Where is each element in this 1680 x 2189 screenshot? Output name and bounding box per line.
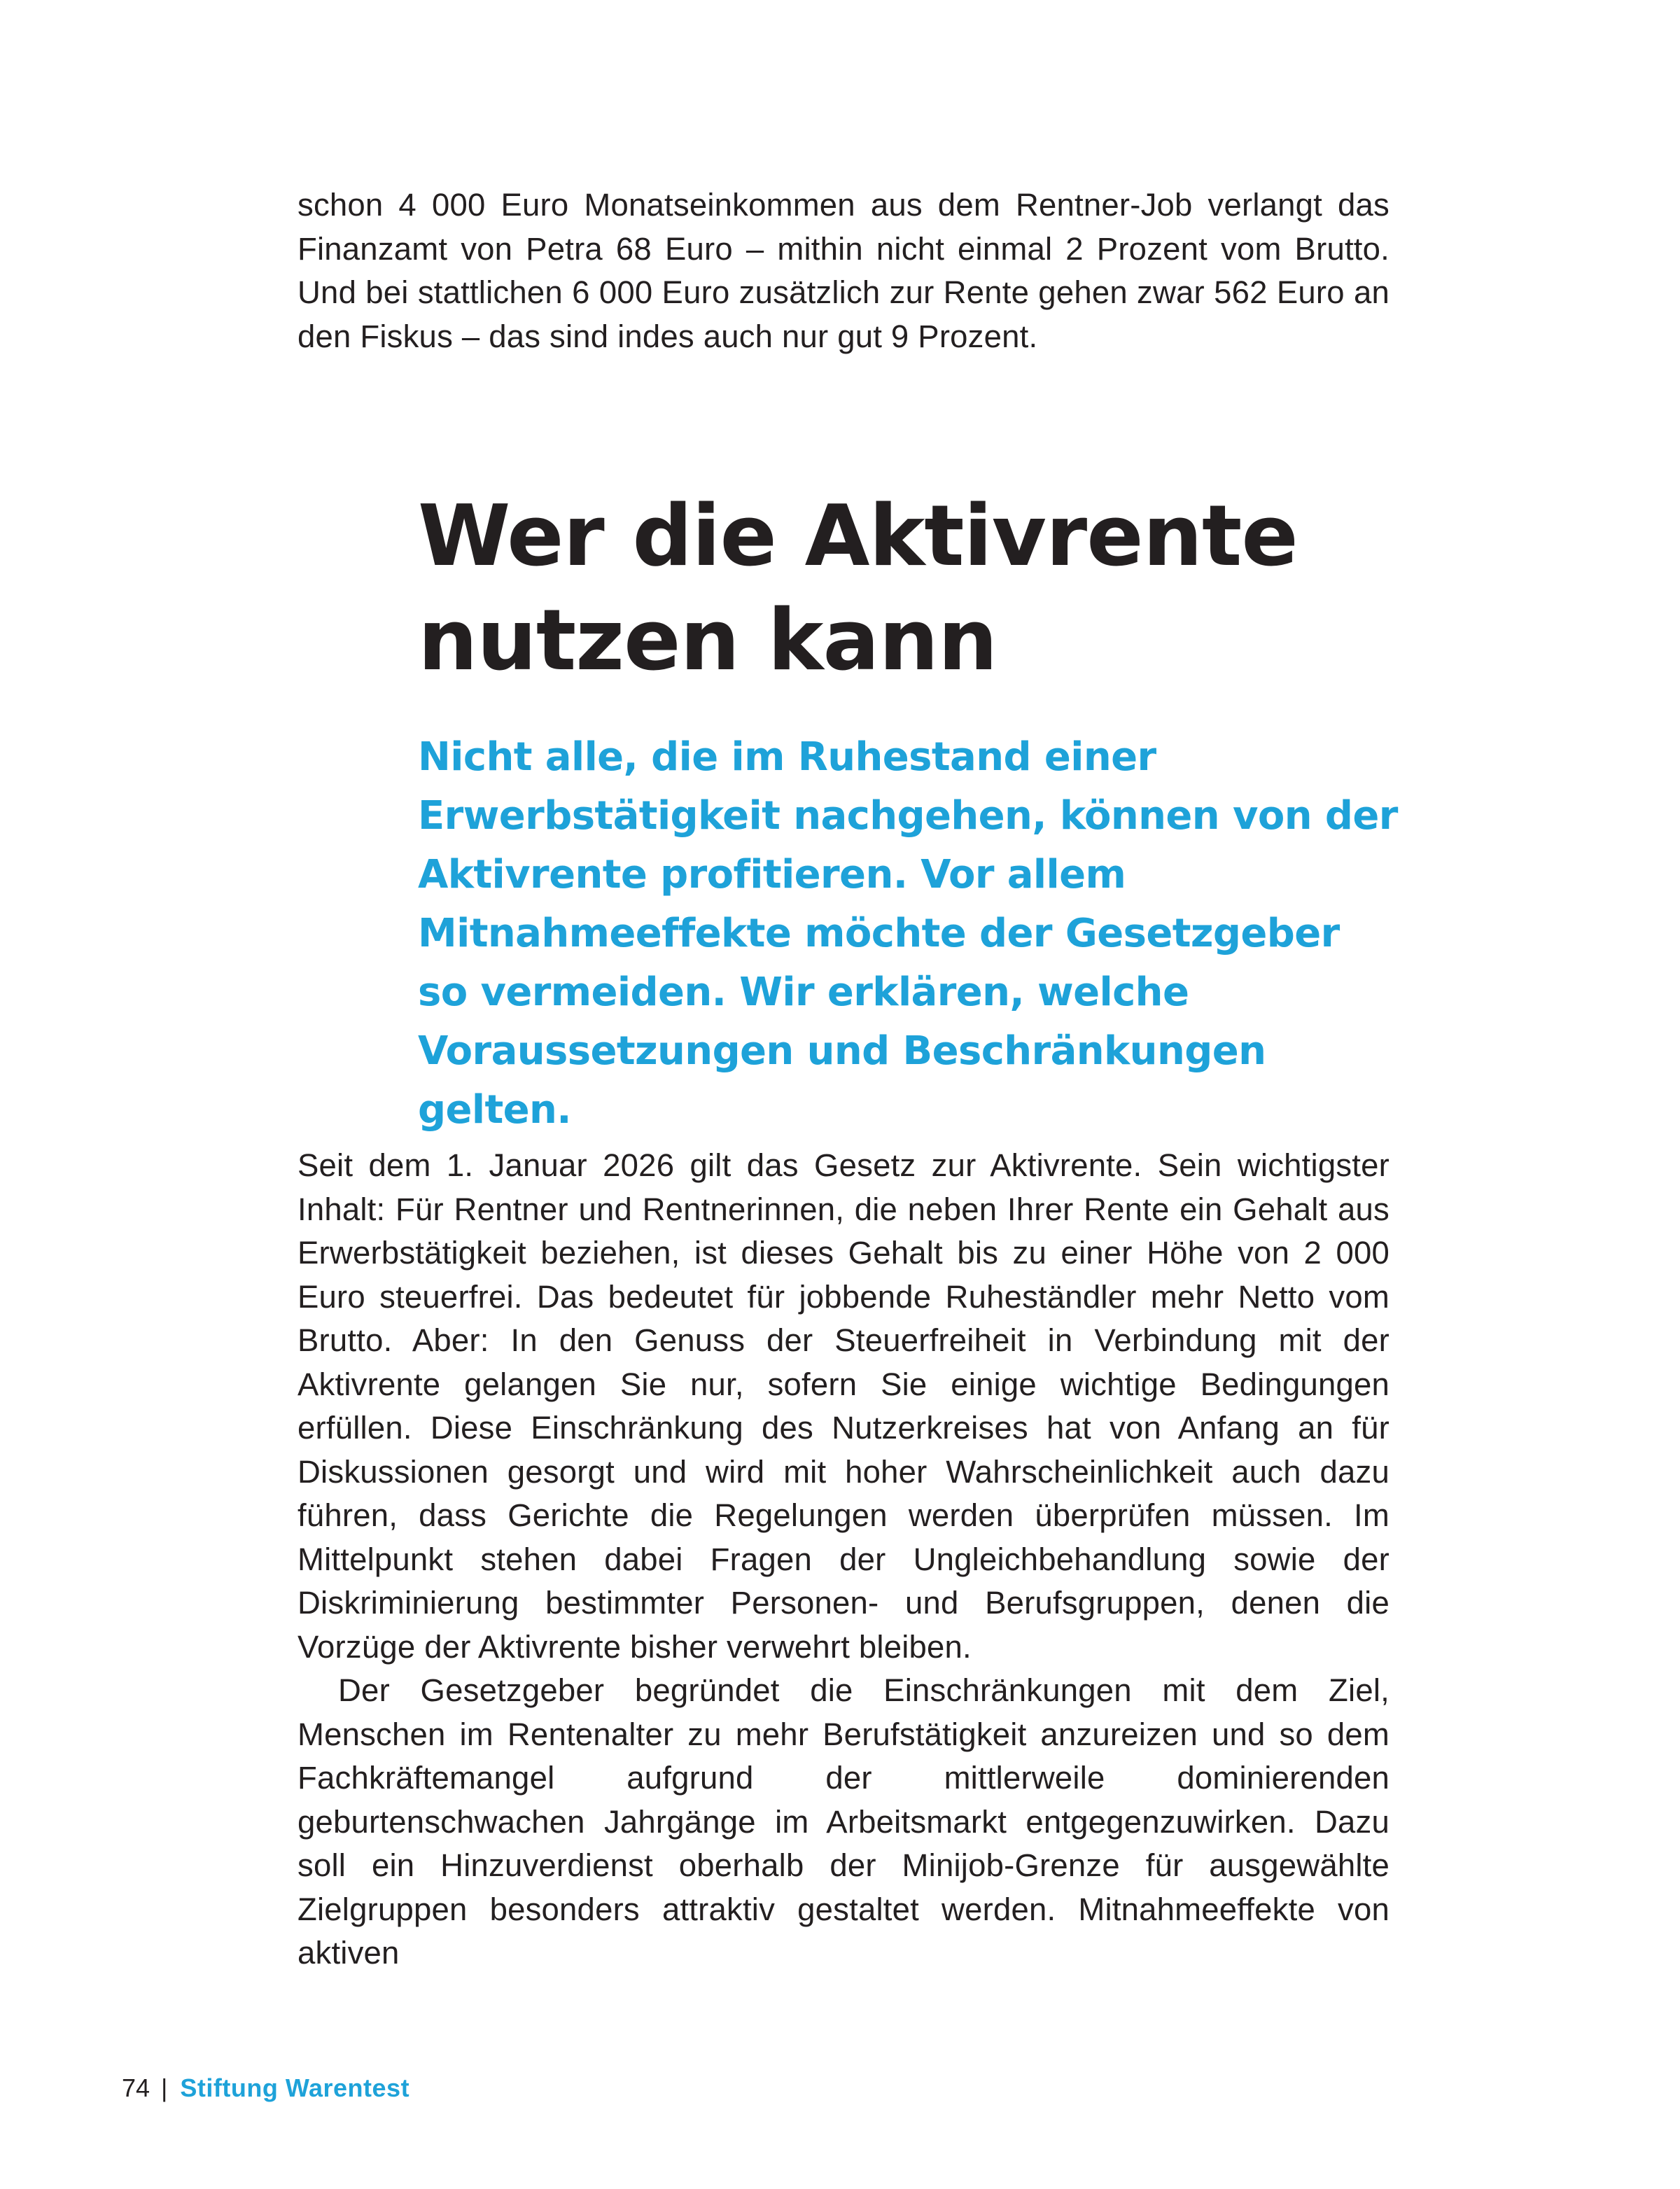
lead-paragraph: Nicht alle, die im Ruhestand einer Erwerbstätigkeit nachgehen, können von der Aktivrente profitieren. Vor allem Mitnahmeeffekte möchte der Gesetzgeber so vermeiden. Wir erklären, welche Voraussetzungen und Beschränkungen gelten. (418, 734, 1398, 1133)
intro-paragraph: schon 4 000 Euro Monatseinkommen aus dem Rentner-Job verlangt das Finanzamt von Petra 68 Euro – mithin nicht einmal 2 Prozent vom Brutto. Und bei stattlichen 6 000 Euro zusätzlich zur Rente gehen zwar 562 Euro an den Fiskus – das sind indes auch nur gut 9 Prozent. (298, 187, 1390, 354)
page-number: 74 (122, 2073, 150, 2102)
body-paragraph-2: Der Gesetzgeber begründet die Einschränkungen mit dem Ziel, Menschen im Rentenalter zu mehr Berufstätigkeit anzureizen und so dem Fachkräftemangel aufgrund der mittlerweile dominierenden geburtenschwachen Jahrgänge im Arbeitsmarkt entgegenzuwirken. Dazu soll ein Hinzuverdienst oberhalb der Minijob-Grenze für ausgewählte Zielgruppen besonders attraktiv gestaltet werden. Mitnahmeeffekte von aktiven (298, 1672, 1390, 1971)
publisher-name: Stiftung Warentest (180, 2073, 410, 2102)
intro-text-block (298, 183, 1390, 358)
body-paragraph-1: Seit dem 1. Januar 2026 gilt das Gesetz zur Aktivrente. Sein wichtigster Inhalt: Für Rentner und Rentnerinnen, die neben Ihrer Rente ein Gehalt aus Erwerbstätigkeit beziehen, ist dieses Gehalt bis zu einer Höhe von 2 000 Euro steuerfrei. Das bedeutet für jobbende Ruheständler mehr Netto vom Brutto. Aber: In den Genuss der Steuerfreiheit in Verbindung mit der Aktivrente gelangen Sie nur, sofern Sie einige wichtige Bedingungen erfüllen. Diese Einschränkung des Nutzerkreises hat von Anfang an für Diskussionen gesorgt und wird mit hoher Wahrscheinlichkeit auch dazu führen, dass Gerichte die Regelungen werden überprüfen müssen. Im Mittelpunkt stehen dabei Fragen der Ungleichbehandlung sowie der Diskriminierung bestimmter Personen- und Berufsgruppen, denen die Vorzüge der Aktivrente bisher verwehrt bleiben. (298, 1147, 1390, 1665)
section-headline: Wer die Aktivrente nutzen kann (418, 488, 1298, 690)
footer-separator: | (161, 2073, 168, 2102)
page-footer (122, 2073, 410, 2104)
main-text-block (298, 1144, 1390, 1975)
